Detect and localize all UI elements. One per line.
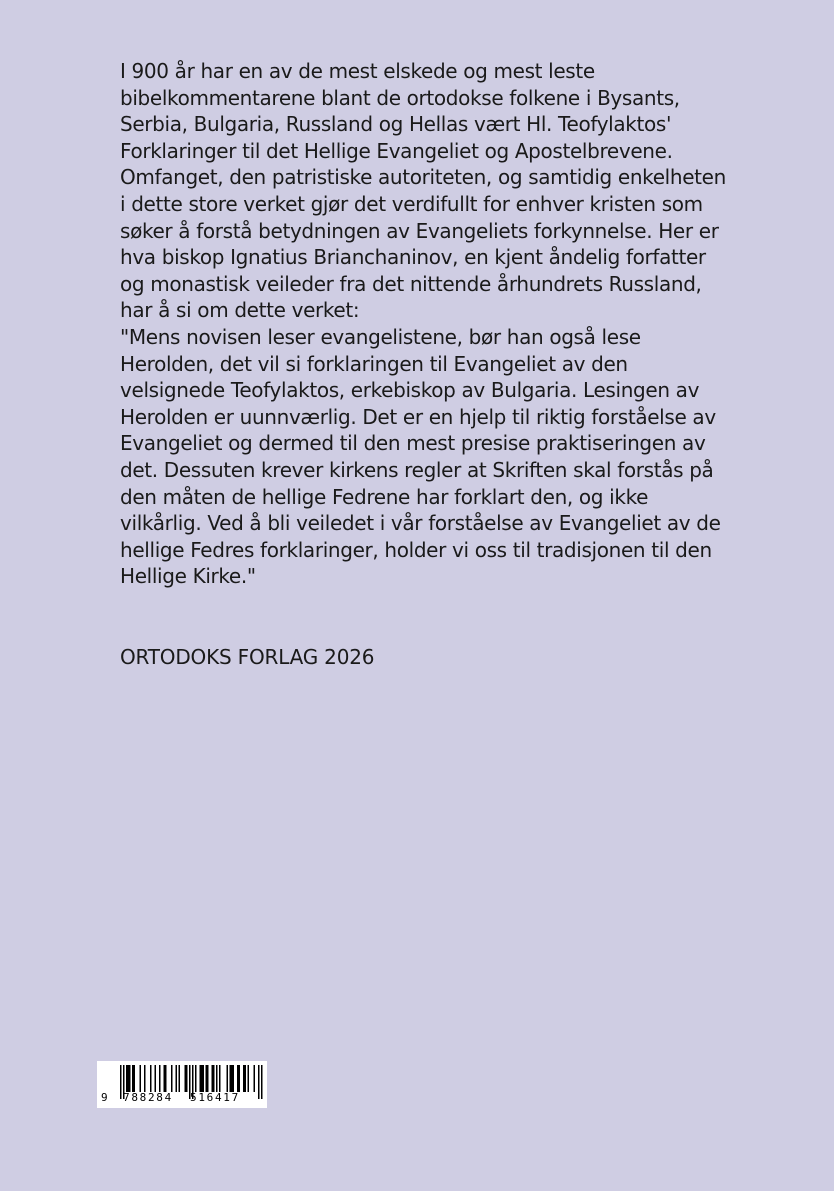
barcode-bar (159, 1065, 161, 1092)
quote-line: det. Dessuten krever kirkens regler at Skriften skal forstås på (120, 457, 714, 482)
barcode-bar (243, 1065, 245, 1092)
barcode-bar (126, 1065, 128, 1092)
barcode-bar (155, 1065, 157, 1092)
description-line: i dette store verket gjør det verdifullt for enhver kristen som (120, 191, 703, 216)
barcode-first-digit: 9 (101, 1091, 110, 1104)
quote-line: Hellige Kirke." (120, 564, 256, 589)
barcode-bar (231, 1065, 233, 1092)
description-line: Forklaringer til det Hellige Evangeliet og Apostelbrevene. (120, 138, 673, 163)
description-line: bibelkommentarene blant de ortodokse folkene i Bysants, (120, 85, 680, 110)
description-line: I 900 år har en av de mest elskede og mest leste (120, 59, 595, 83)
barcode-bar (245, 1065, 247, 1092)
barcode-bar (207, 1065, 209, 1092)
barcode-bar (248, 1065, 250, 1092)
quote-line: hellige Fedres forklaringer, holder vi oss til tradisjonen til den (120, 537, 712, 562)
barcode-bar (213, 1065, 215, 1092)
barcode-bar (195, 1065, 197, 1092)
barcode-bar (206, 1065, 208, 1092)
barcode-bar (227, 1065, 229, 1092)
description-line: har å si om dette verket: (120, 298, 360, 323)
barcode-bar (200, 1065, 202, 1092)
barcode-bar (164, 1065, 166, 1092)
barcode-bar (140, 1065, 142, 1092)
barcode-bar (239, 1065, 241, 1092)
description-line: hva biskop Ignatius Brianchaninov, en kjent åndelig forfatter (120, 245, 706, 270)
barcode-left-group: 788284 (123, 1091, 173, 1104)
barcode-bar (134, 1065, 136, 1092)
barcode-bar (230, 1065, 232, 1092)
barcode-bar (150, 1065, 152, 1092)
barcode-bar (237, 1065, 239, 1092)
barcode-bar (185, 1065, 187, 1092)
barcode-bar (128, 1065, 130, 1092)
barcode-bar (203, 1065, 205, 1092)
quote-line: velsignede Teofylaktos, erkebiskop av Bulgaria. Lesingen av (120, 378, 700, 403)
isbn-barcode (97, 1061, 267, 1108)
barcode-bar (233, 1065, 235, 1092)
barcode-bar (132, 1065, 134, 1092)
barcode-bar (201, 1065, 203, 1092)
barcode-bar (171, 1065, 173, 1092)
publisher-imprint: ORTODOKS FORLAG 2026 (120, 645, 375, 669)
quote-line: "Mens novisen leser evangelistene, bør han også lese (120, 324, 641, 349)
barcode-bar (216, 1065, 218, 1092)
description-line: søker å forstå betydningen av Evangeliets forkynnelse. Her er (120, 218, 719, 243)
back-cover-description (120, 58, 730, 590)
description-line: og monastisk veileder fra det nittende århundrets Russland, (120, 271, 702, 296)
description-line: Omfanget, den patristiske autoriteten, og samtidig enkelheten (120, 165, 726, 190)
barcode-bar (176, 1065, 178, 1092)
barcode-bar (165, 1065, 167, 1092)
barcode-bar (212, 1065, 214, 1092)
barcode-bar (186, 1065, 188, 1092)
barcode-bar (219, 1065, 221, 1092)
quote-line: Evangeliet og dermed til den mest presise praktiseringen av (120, 431, 706, 456)
barcode-bar (254, 1065, 256, 1092)
quote-line: vilkårlig. Ved å bli veiledet i vår forståelse av Evangeliet av de (120, 511, 721, 536)
description-line: Serbia, Bulgaria, Russland og Hellas vært Hl. Teofylaktos' (120, 112, 672, 137)
quote-line: den måten de hellige Fedrene har forklart den, og ikke (120, 484, 649, 509)
barcode-digits (97, 1091, 267, 1105)
quote-line: Herolden er uunnværlig. Det er en hjelp til riktig forståelse av (120, 404, 716, 429)
barcode-right-group: 516417 (190, 1091, 240, 1104)
barcode-bar (144, 1065, 146, 1092)
barcode-bar (129, 1065, 131, 1092)
quote-line: Herolden, det vil si forklaringen til Evangeliet av den (120, 351, 628, 376)
barcode-bar (179, 1065, 181, 1092)
